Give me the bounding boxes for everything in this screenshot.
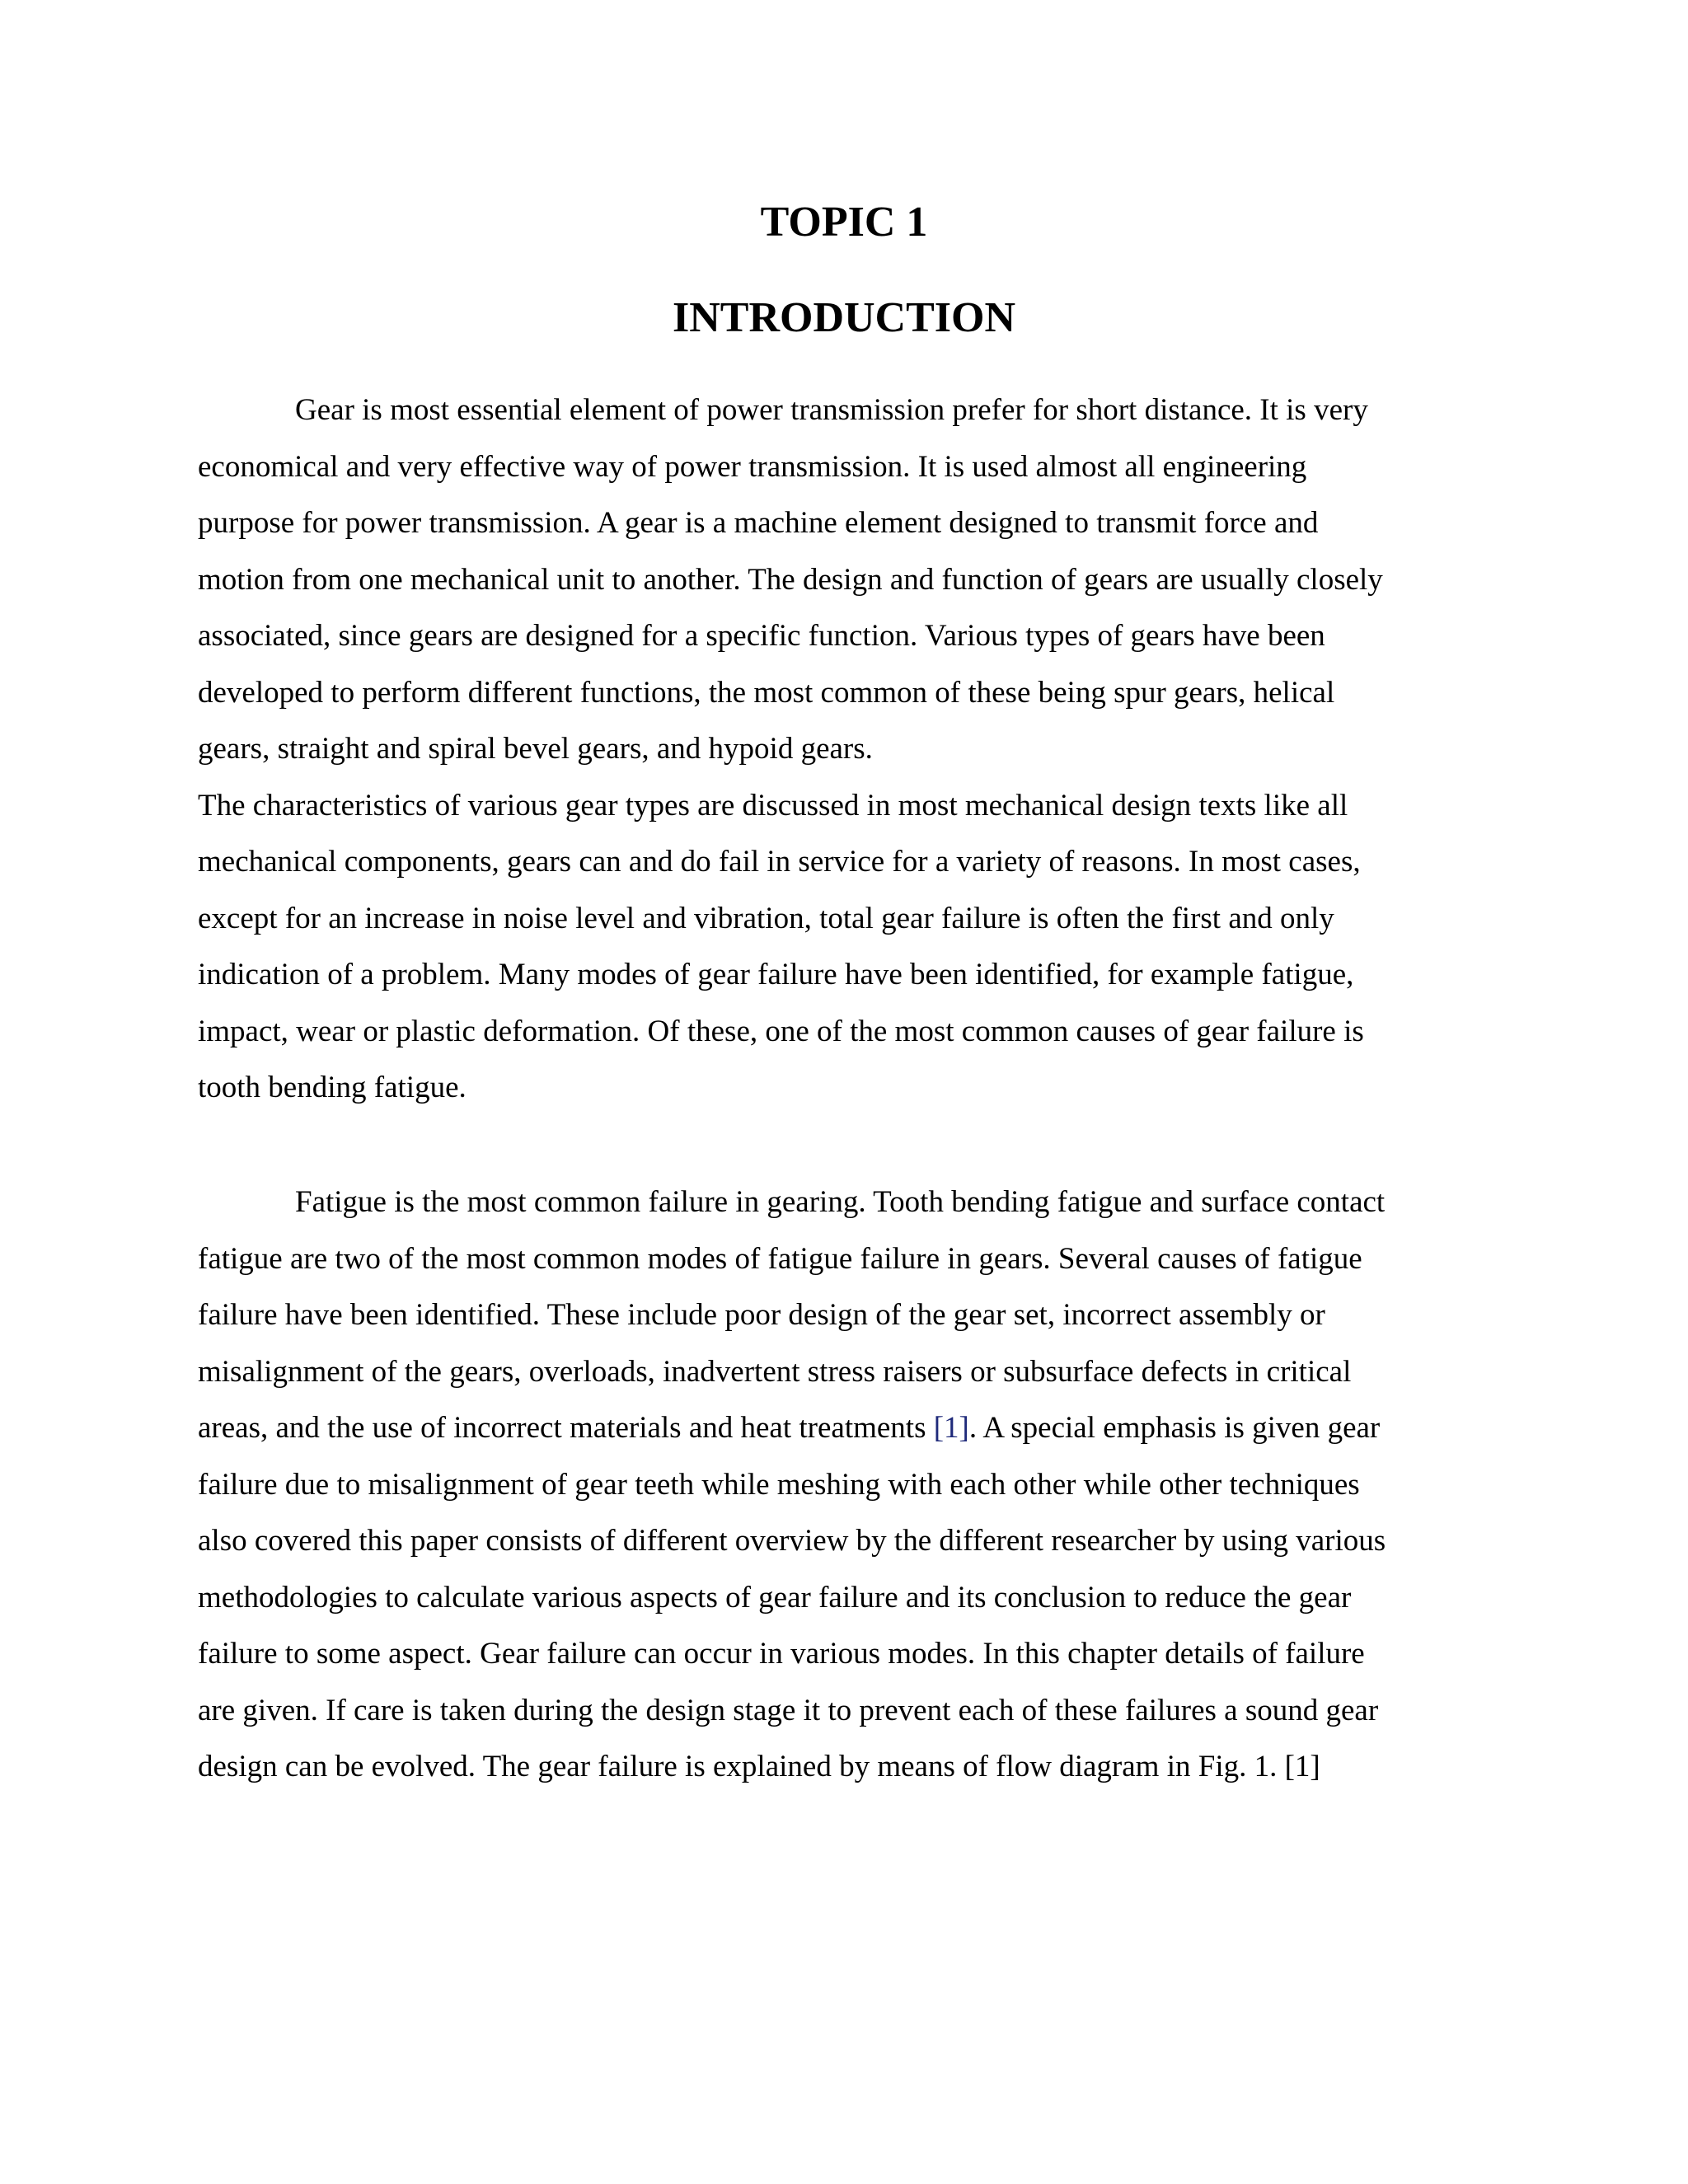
paragraph-line: economical and very effective way of power transmission. It is used almost all engineering bbox=[198, 449, 1307, 484]
line-text-before-citation: areas, and the use of incorrect materials and heat treatments bbox=[198, 1411, 934, 1445]
paragraph-line: also covered this paper consists of different overview by the different researcher by using various bbox=[198, 1524, 1386, 1558]
paragraph-line: failure have been identified. These include poor design of the gear set, incorrect assembly or bbox=[198, 1298, 1325, 1332]
paragraph-line: The characteristics of various gear types are discussed in most mechanical design texts like all bbox=[198, 788, 1348, 823]
paragraph-line: misalignment of the gears, overloads, inadvertent stress raisers or subsurface defects in critical bbox=[198, 1354, 1352, 1389]
line-text-after-citation: . A special emphasis is given gear bbox=[968, 1411, 1381, 1445]
paragraph-line: purpose for power transmission. A gear is a machine element designed to transmit force and bbox=[198, 506, 1319, 540]
paragraph-line: failure due to misalignment of gear teeth while meshing with each other while other techniques bbox=[198, 1467, 1360, 1502]
paragraph-line: mechanical components, gears can and do fail in service for a variety of reasons. In most cases, bbox=[198, 845, 1361, 879]
paragraph-line: failure to some aspect. Gear failure can occur in various modes. In this chapter details of failure bbox=[198, 1637, 1365, 1671]
topic-heading: TOPIC 1 bbox=[760, 199, 928, 246]
paragraph-line: Gear is most essential element of power transmission prefer for short distance. It is very bbox=[295, 393, 1368, 427]
citation-link[interactable]: [1] bbox=[933, 1411, 969, 1445]
paragraph-line: design can be evolved. The gear failure is explained by means of flow diagram in Fig. 1. [1] bbox=[198, 1750, 1320, 1783]
fatigue-paragraph bbox=[198, 1174, 1500, 1796]
section-heading: INTRODUCTION bbox=[672, 294, 1016, 341]
paragraph-line: associated, since gears are designed for a specific function. Various types of gears have been bbox=[198, 619, 1325, 653]
paragraph-line: methodologies to calculate various aspects of gear failure and its conclusion to reduce the gear bbox=[198, 1580, 1352, 1615]
paragraph-line: motion from one mechanical unit to another. The design and function of gears are usually closely bbox=[198, 562, 1383, 597]
paragraph-line: except for an increase in noise level and vibration, total gear failure is often the first and only bbox=[198, 901, 1334, 935]
paragraph-line: developed to perform different functions, the most common of these being spur gears, helical bbox=[198, 675, 1335, 710]
paragraph-line-with-citation bbox=[198, 1400, 1500, 1457]
paragraph-line: tooth bending fatigue. bbox=[198, 1071, 467, 1104]
paragraph-line: impact, wear or plastic deformation. Of these, one of the most common causes of gear failure is bbox=[198, 1014, 1364, 1048]
paragraph-line: gears, straight and spiral bevel gears, and hypoid gears. bbox=[198, 732, 873, 766]
paragraph-line: are given. If care is taken during the design stage it to prevent each of these failures a sound gear bbox=[198, 1693, 1379, 1727]
paragraph-line: indication of a problem. Many modes of gear failure have been identified, for example fatigue, bbox=[198, 958, 1354, 991]
intro-text-block bbox=[198, 382, 1500, 1117]
paragraph-line: fatigue are two of the most common modes of fatigue failure in gears. Several causes of fatigue bbox=[198, 1241, 1362, 1276]
paragraph-line: Fatigue is the most common failure in gearing. Tooth bending fatigue and surface contact bbox=[295, 1185, 1386, 1219]
